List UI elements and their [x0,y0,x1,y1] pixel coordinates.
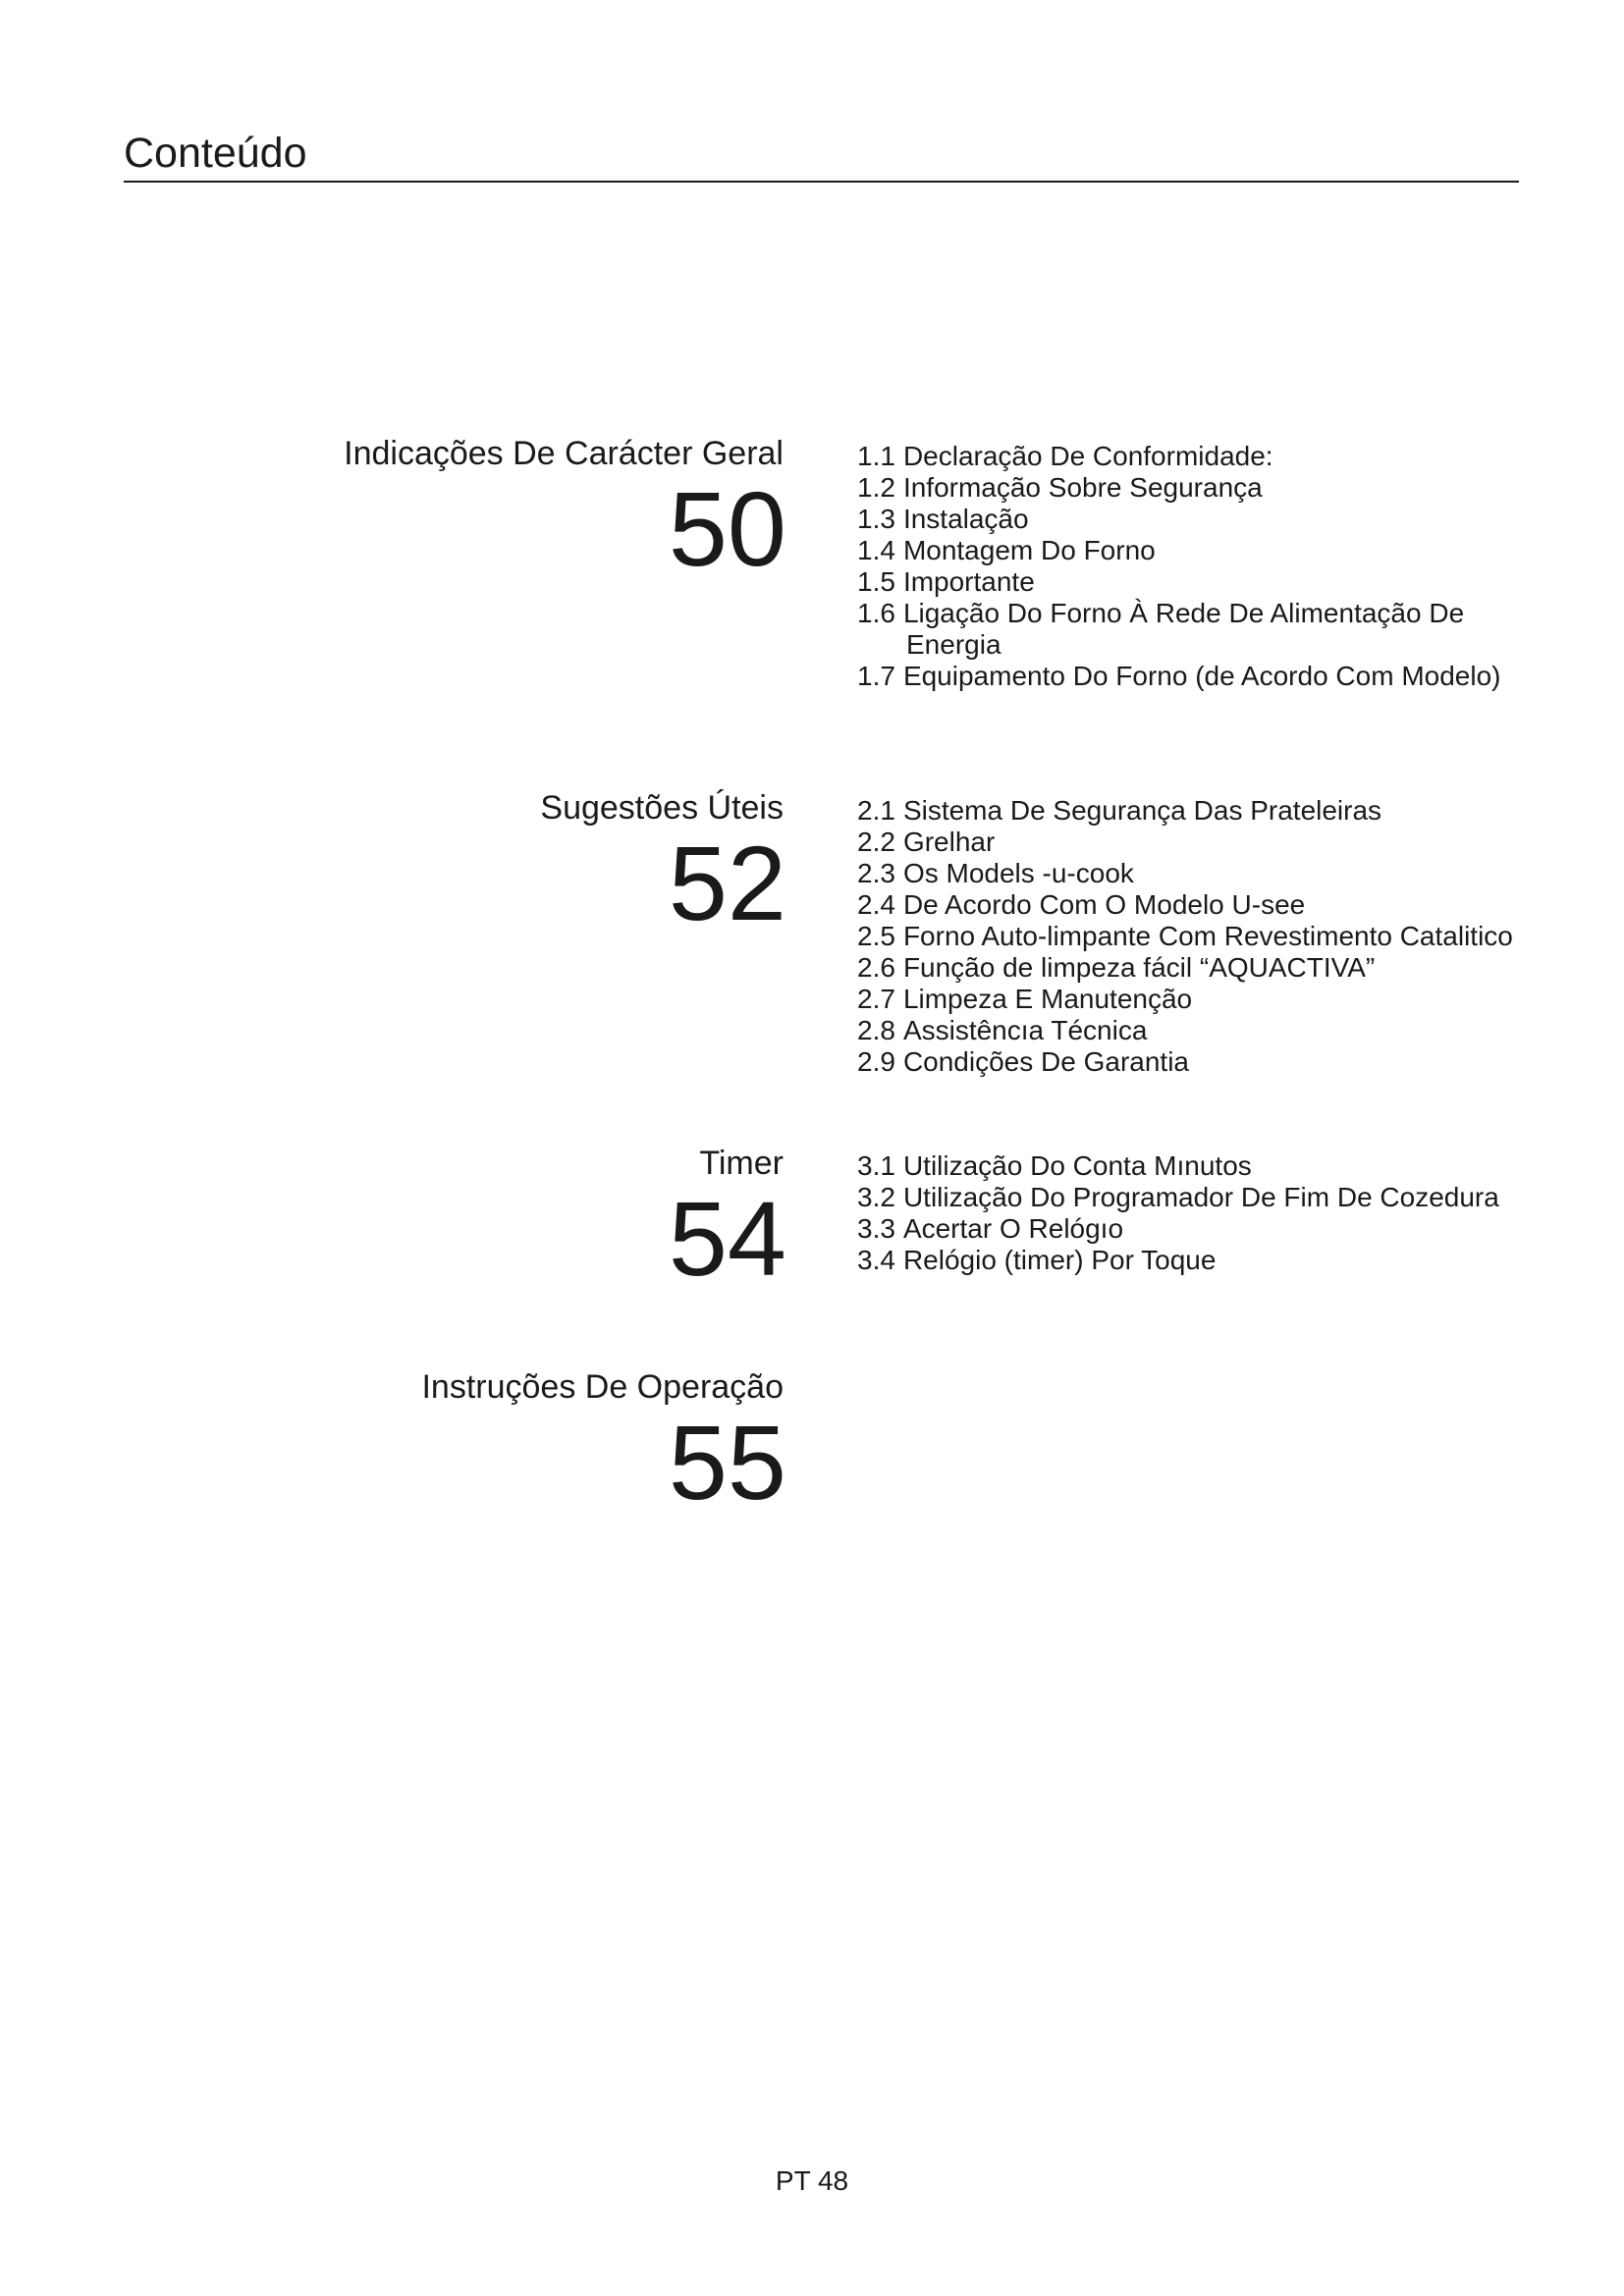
toc-item-label: Importante [902,566,1035,597]
toc-item-number: 2.4 [857,889,895,920]
toc-item[interactable] [857,566,1500,598]
toc-item[interactable] [857,1245,1499,1276]
toc-item-label: Equipamento Do Forno (de Acordo Com Modelo) [902,661,1501,691]
toc-item-label: Instalação [902,504,1029,534]
toc-item-number: 1.6 [857,598,895,628]
toc-item[interactable] [857,921,1513,952]
page-footer-number: PT 48 [775,2165,849,2196]
toc-item-label: Função de limpeza fácil “AQUACTIVA” [902,952,1376,983]
toc-item-label: Montagem Do Forno [902,535,1156,565]
toc-item[interactable] [857,1150,1499,1182]
toc-item-label: Utilização Do Conta Mınutos [902,1150,1252,1181]
toc-item-label: Limpeza E Manutenção [902,984,1193,1014]
toc-item[interactable] [857,984,1513,1015]
toc-item-number: 3.1 [857,1150,895,1181]
toc-item[interactable] [857,858,1513,889]
toc-item[interactable] [857,598,1500,661]
toc-item-label: Utilização Do Programador De Fim De Cozedura [902,1182,1499,1212]
toc-item-number: 2.5 [857,921,895,951]
title-divider [124,181,1519,183]
section-title: Instruções De Operação [421,1368,784,1406]
toc-item-label: Assistêncıa Técnica [902,1015,1148,1045]
toc-item[interactable] [857,1015,1513,1046]
toc-item-label: Relógio (timer) Por Toque [902,1245,1217,1275]
toc-item-number: 2.3 [857,858,895,888]
section-page-number: 54 [668,1179,786,1298]
toc-item[interactable] [857,795,1513,827]
section-page-number: 55 [668,1403,786,1522]
page-title: Conteúdo [124,130,307,177]
toc-item[interactable] [857,472,1500,504]
toc-item-label: Declaração De Conformidade: [902,441,1273,471]
section-title: Timer [699,1145,784,1182]
section-title: Indicações De Carácter Geral [344,435,784,472]
section-page-number: 52 [668,824,786,942]
toc-item-label: Condições De Garantia [902,1046,1189,1077]
toc-item-number: 2.1 [857,795,895,826]
toc-item-number: 1.4 [857,535,895,565]
toc-item-number: 3.2 [857,1182,895,1212]
toc-item-number: 1.3 [857,504,895,534]
toc-item[interactable] [857,1213,1499,1245]
toc-item[interactable] [857,535,1500,566]
toc-item-number: 1.7 [857,661,895,691]
toc-item-number: 1.2 [857,472,895,503]
toc-item-number: 2.2 [857,827,895,857]
toc-item-label: Grelhar [902,827,996,857]
toc-item-label: Ligação Do Forno À Rede De Alimentação De [902,598,1465,628]
toc-item-label: Informação Sobre Segurança [902,472,1263,503]
toc-item-number: 2.9 [857,1046,895,1077]
section-item-list [857,795,1513,1078]
toc-item-number: 1.5 [857,566,895,597]
section-page-number: 50 [668,469,786,588]
toc-item-number: 3.3 [857,1213,895,1244]
toc-item[interactable] [857,504,1500,535]
section-title: Sugestões Úteis [540,789,784,827]
toc-item-number: 2.6 [857,952,895,983]
toc-item-label: Os Models -u-cook [902,858,1134,888]
toc-item-number: 2.8 [857,1015,895,1045]
toc-item[interactable] [857,1046,1513,1078]
toc-item-label: De Acordo Com O Modelo U-see [902,889,1306,920]
toc-item-label: Forno Auto-limpante Com Revestimento Catalitico [902,921,1513,951]
toc-item[interactable] [857,952,1513,984]
section-item-list [857,441,1500,692]
toc-item[interactable] [857,889,1513,921]
toc-item-number: 2.7 [857,984,895,1014]
toc-item[interactable] [857,441,1500,472]
toc-item[interactable] [857,1182,1499,1213]
toc-item-label: Acertar O Relógıo [902,1213,1124,1244]
toc-item-number: 1.1 [857,441,895,471]
toc-item-number: 3.4 [857,1245,895,1275]
toc-item[interactable] [857,827,1513,858]
toc-item-continuation: Energia [906,629,1001,660]
toc-item[interactable] [857,661,1500,692]
section-item-list [857,1150,1499,1276]
toc-item-label: Sistema De Segurança Das Prateleiras [902,795,1382,826]
